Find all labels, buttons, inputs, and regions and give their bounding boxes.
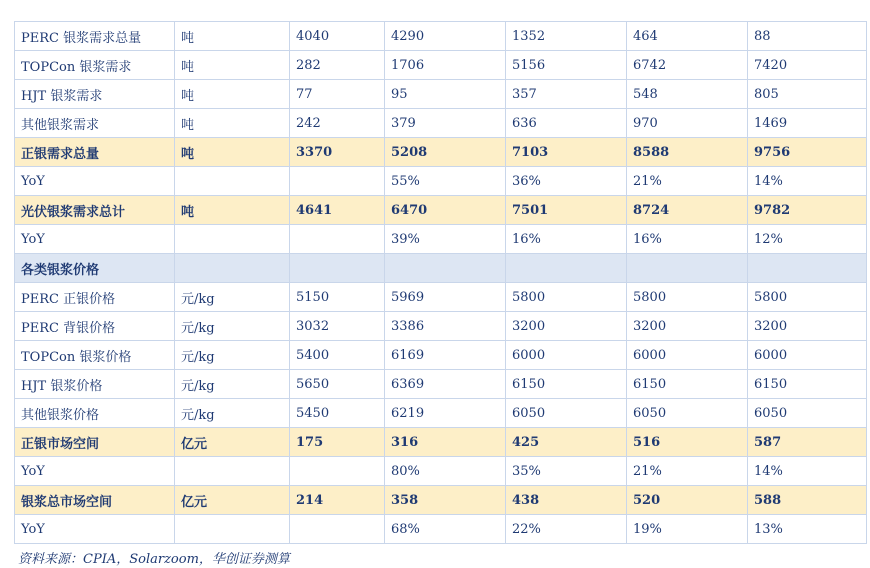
cell-col-3 [506,254,627,283]
cell-col-2: 6369 [385,370,506,399]
cell-col-5: 3200 [748,312,867,341]
table-body [15,22,867,544]
table-row [15,312,867,341]
table-row [15,225,867,254]
cell-col-4: 970 [627,109,748,138]
cell-row-label: PERC 正银价格 [15,283,175,312]
cell-col-2: 358 [385,486,506,515]
cell-col-2: 379 [385,109,506,138]
total-row [15,486,867,515]
cell-col-4 [627,254,748,283]
total-row [15,138,867,167]
cell-unit: 元/kg [175,399,290,428]
cell-col-2: 80% [385,457,506,486]
table-row [15,80,867,109]
cell-col-4: 520 [627,486,748,515]
cell-col-3: 6050 [506,399,627,428]
cell-row-label: 银浆总市场空间 [15,486,175,515]
cell-unit: 元/kg [175,370,290,399]
cell-col-4: 8724 [627,196,748,225]
cell-unit: 吨 [175,138,290,167]
cell-col-3: 36% [506,167,627,196]
table-row [15,370,867,399]
cell-col-1: 77 [290,80,385,109]
cell-unit: 吨 [175,22,290,51]
cell-col-1: 175 [290,428,385,457]
cell-col-1: 5650 [290,370,385,399]
table-row [15,399,867,428]
cell-row-label: HJT 银浆需求 [15,80,175,109]
cell-col-1 [290,457,385,486]
cell-col-4: 464 [627,22,748,51]
cell-col-5 [748,254,867,283]
cell-row-label: YoY [15,515,175,544]
cell-col-4: 19% [627,515,748,544]
cell-col-2: 1706 [385,51,506,80]
cell-unit: 吨 [175,80,290,109]
total-row [15,196,867,225]
cell-col-2: 68% [385,515,506,544]
table-row [15,457,867,486]
cell-col-4: 548 [627,80,748,109]
cell-col-5: 9756 [748,138,867,167]
cell-col-2 [385,254,506,283]
cell-col-4: 6000 [627,341,748,370]
cell-unit [175,515,290,544]
cell-col-1: 3370 [290,138,385,167]
cell-col-3: 1352 [506,22,627,51]
cell-col-5: 6050 [748,399,867,428]
cell-col-5: 1469 [748,109,867,138]
cell-col-3: 7103 [506,138,627,167]
silver-paste-table [14,21,867,544]
cell-row-label: 光伏银浆需求总计 [15,196,175,225]
cell-col-1: 5450 [290,399,385,428]
cell-row-label: YoY [15,167,175,196]
cell-unit: 吨 [175,51,290,80]
cell-col-4: 6050 [627,399,748,428]
cell-col-5: 12% [748,225,867,254]
cell-row-label: 其他银浆需求 [15,109,175,138]
table-row [15,22,867,51]
cell-col-5: 805 [748,80,867,109]
cell-unit [175,254,290,283]
table-row [15,341,867,370]
cell-col-2: 5208 [385,138,506,167]
cell-unit: 元/kg [175,312,290,341]
cell-row-label: 各类银浆价格 [15,254,175,283]
cell-col-2: 6470 [385,196,506,225]
cell-col-2: 55% [385,167,506,196]
cell-col-3: 636 [506,109,627,138]
cell-col-2: 5969 [385,283,506,312]
cell-col-5: 9782 [748,196,867,225]
cell-col-5: 7420 [748,51,867,80]
cell-unit: 吨 [175,109,290,138]
cell-row-label: 正银需求总量 [15,138,175,167]
cell-col-5: 6150 [748,370,867,399]
cell-col-3: 438 [506,486,627,515]
cell-unit [175,225,290,254]
cell-col-4: 516 [627,428,748,457]
table-row [15,515,867,544]
cell-col-4: 6150 [627,370,748,399]
cell-col-1: 242 [290,109,385,138]
cell-col-3: 6000 [506,341,627,370]
cell-col-1: 3032 [290,312,385,341]
cell-col-1 [290,167,385,196]
cell-col-3: 357 [506,80,627,109]
cell-row-label: 其他银浆价格 [15,399,175,428]
cell-col-3: 7501 [506,196,627,225]
cell-unit: 元/kg [175,341,290,370]
cell-col-1 [290,254,385,283]
cell-col-3: 425 [506,428,627,457]
source-note: 资料来源：CPIA，Solarzoom，华创证券测算 [18,552,290,567]
cell-col-1: 282 [290,51,385,80]
cell-col-2: 95 [385,80,506,109]
cell-col-1: 214 [290,486,385,515]
cell-col-3: 5156 [506,51,627,80]
cell-col-5: 587 [748,428,867,457]
cell-row-label: 正银市场空间 [15,428,175,457]
table-row [15,167,867,196]
cell-col-1: 4641 [290,196,385,225]
cell-col-5: 88 [748,22,867,51]
cell-unit [175,167,290,196]
cell-unit: 吨 [175,196,290,225]
cell-col-4: 21% [627,457,748,486]
cell-unit: 亿元 [175,486,290,515]
cell-col-1: 4040 [290,22,385,51]
cell-col-3: 5800 [506,283,627,312]
cell-unit: 亿元 [175,428,290,457]
cell-col-4: 3200 [627,312,748,341]
cell-col-5: 14% [748,167,867,196]
cell-col-3: 22% [506,515,627,544]
cell-row-label: PERC 银浆需求总量 [15,22,175,51]
cell-col-4: 21% [627,167,748,196]
cell-unit [175,457,290,486]
cell-col-4: 6742 [627,51,748,80]
cell-col-2: 6169 [385,341,506,370]
table-row [15,283,867,312]
cell-col-1: 5400 [290,341,385,370]
cell-col-3: 16% [506,225,627,254]
cell-row-label: TOPCon 银浆需求 [15,51,175,80]
cell-col-5: 588 [748,486,867,515]
section-row [15,254,867,283]
cell-col-2: 39% [385,225,506,254]
cell-col-2: 6219 [385,399,506,428]
cell-col-4: 8588 [627,138,748,167]
cell-col-3: 3200 [506,312,627,341]
cell-row-label: TOPCon 银浆价格 [15,341,175,370]
cell-col-4: 16% [627,225,748,254]
cell-col-2: 3386 [385,312,506,341]
table-row [15,51,867,80]
total-row [15,428,867,457]
cell-col-1 [290,225,385,254]
cell-col-5: 6000 [748,341,867,370]
cell-col-1: 5150 [290,283,385,312]
cell-col-5: 14% [748,457,867,486]
cell-col-3: 35% [506,457,627,486]
cell-row-label: HJT 银浆价格 [15,370,175,399]
cell-col-2: 4290 [385,22,506,51]
cell-col-4: 5800 [627,283,748,312]
cell-col-1 [290,515,385,544]
cell-col-5: 5800 [748,283,867,312]
cell-row-label: YoY [15,225,175,254]
cell-col-5: 13% [748,515,867,544]
cell-row-label: PERC 背银价格 [15,312,175,341]
table-row [15,109,867,138]
cell-row-label: YoY [15,457,175,486]
cell-unit: 元/kg [175,283,290,312]
cell-col-3: 6150 [506,370,627,399]
cell-col-2: 316 [385,428,506,457]
